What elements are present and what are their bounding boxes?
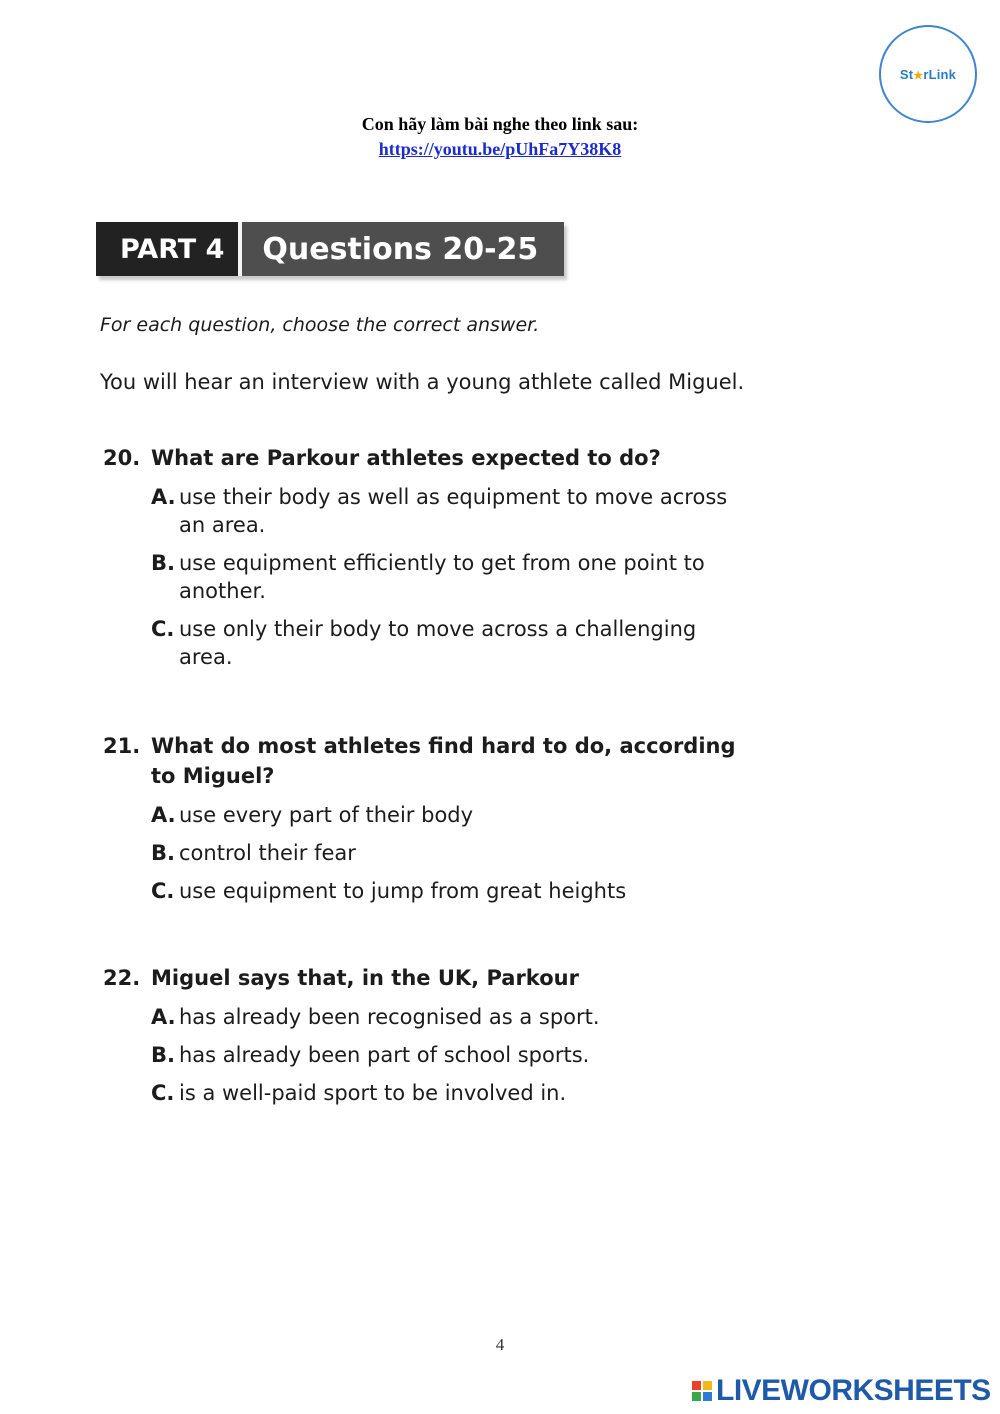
option-b[interactable] (151, 1041, 743, 1069)
option-text: has already been recognised as a sport. (179, 1005, 600, 1029)
question-text: Miguel says that, in the UK, Parkour (151, 966, 579, 990)
option-b[interactable] (151, 839, 743, 867)
watermark-text: LIVEWORKSHEETS (716, 1374, 991, 1407)
grid-square-icon (692, 1381, 701, 1390)
option-b[interactable] (151, 549, 743, 605)
question-number: 21. (103, 734, 141, 758)
questions-range: Questions 20-25 (238, 222, 564, 276)
question-number: 22. (103, 966, 141, 990)
option-c[interactable] (151, 1079, 743, 1107)
instruction: For each question, choose the correct answer. (100, 314, 540, 336)
grid-square-icon (703, 1392, 712, 1401)
intro-text: Con hãy làm bài nghe theo link sau: (361, 114, 639, 134)
page-number: 4 (495, 1335, 505, 1354)
question-text: What do most athletes find hard to do, according to Miguel? (151, 734, 736, 788)
grid-square-icon (703, 1381, 712, 1390)
option-c[interactable] (151, 877, 743, 905)
youtube-link[interactable]: https://youtu.be/pUhFa7Y38K8 (378, 139, 622, 159)
option-letter: B. (151, 1043, 175, 1067)
option-letter: C. (151, 1081, 175, 1105)
option-text: use equipment to jump from great heights (179, 879, 627, 903)
question-text: What are Parkour athletes expected to do? (151, 446, 661, 470)
option-text: use only their body to move across a challenging area. (179, 617, 697, 669)
part-label: PART 4 (96, 222, 238, 276)
intro (0, 112, 1000, 162)
star-icon: ★ (913, 69, 924, 82)
option-text: use every part of their body (179, 803, 474, 827)
option-letter: A. (151, 485, 176, 509)
part-banner (96, 222, 564, 276)
grid-square-icon (692, 1392, 701, 1401)
option-letter: C. (151, 617, 175, 641)
option-a[interactable] (151, 1003, 743, 1031)
option-a[interactable] (151, 483, 743, 539)
option-a[interactable] (151, 801, 743, 829)
option-text: use their body as well as equipment to move across an area. (179, 485, 728, 537)
context: You will hear an interview with a young athlete called Miguel. (100, 370, 745, 394)
question-number: 20. (103, 446, 141, 470)
logo-text: St★rLink (899, 66, 957, 82)
starlink-logo (879, 25, 977, 123)
option-letter: B. (151, 841, 175, 865)
option-text: use equipment efficiently to get from one point to another. (179, 551, 705, 603)
question-22 (103, 963, 743, 1107)
liveworksheets-watermark (692, 1374, 991, 1408)
option-letter: B. (151, 551, 175, 575)
option-letter: A. (151, 803, 176, 827)
option-c[interactable] (151, 615, 743, 671)
liveworksheets-grid-icon (692, 1381, 712, 1401)
option-text: is a well-paid sport to be involved in. (179, 1081, 567, 1105)
option-text: has already been part of school sports. (179, 1043, 590, 1067)
question-21 (103, 731, 743, 905)
option-text: control their fear (179, 841, 356, 865)
option-letter: C. (151, 879, 175, 903)
option-letter: A. (151, 1005, 176, 1029)
question-20 (103, 443, 743, 671)
